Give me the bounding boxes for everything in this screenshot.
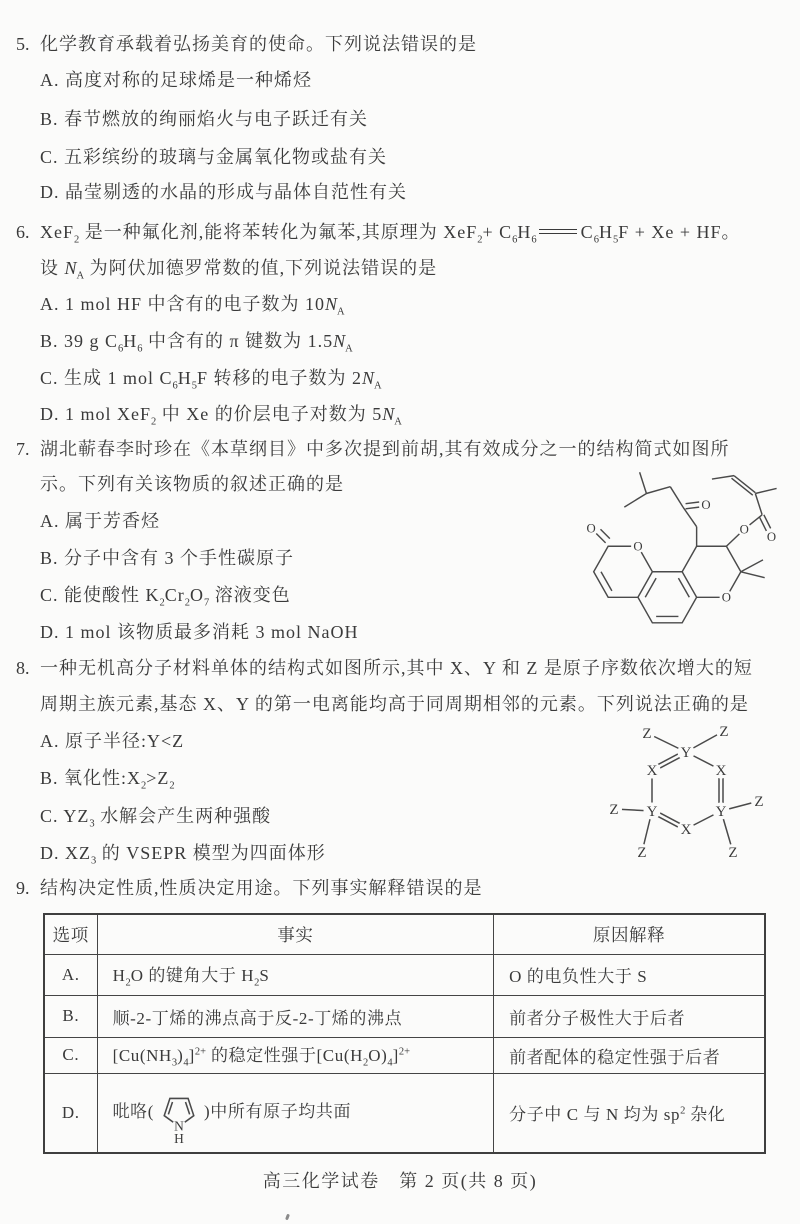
- row-d-reason: 分子中 C 与 N 均为 $sp^2$ 杂化: [494, 1073, 765, 1153]
- q8-option-a: A. 原子半径:Y<Z: [40, 731, 185, 751]
- ester1-carbonyl-oxygen-label: O: [701, 497, 711, 512]
- row-d-fact: [97, 1073, 494, 1153]
- q7-stem1: 湖北蕲春李时珍在《本草纲目》中多次提到前胡,其有效成分之一的结构简式如图所: [40, 439, 730, 459]
- ring-oxygen-label: O: [633, 539, 643, 554]
- q7-molecule-structure: [552, 461, 780, 640]
- q7-option-a: A. 属于芳香烃: [40, 511, 160, 531]
- carbonyl-oxygen-label: O: [586, 521, 596, 536]
- q6-option-d: D. 1 mol XeF$_2$ 中 Xe 的价层电子对数为 $5N_A$: [40, 404, 402, 428]
- atom-z-top-right: Z: [719, 724, 729, 740]
- row-a-reason: O 的电负性大于 S: [494, 954, 765, 995]
- q5-option-d: D. 晶莹剔透的水晶的形成与晶体自范性有关: [40, 182, 407, 202]
- row-a-fact: $H_2O$ 的键角大于 $H_2S$: [97, 954, 494, 995]
- q9-table: [43, 913, 766, 1154]
- atom-z-right: Z: [754, 794, 764, 810]
- q8-option-c: C. $YZ_3$ 水解会产生两种强酸: [40, 806, 272, 830]
- q6-stem-line1: [16, 221, 741, 252]
- header-reason: 原因解释: [494, 914, 765, 954]
- atom-y-lower-left: Y: [646, 804, 658, 820]
- table-row: [44, 995, 765, 1037]
- q6-option-a: A. 1 mol HF 中含有的电子数为 $10N_A$: [40, 294, 345, 318]
- page-footer: 高三化学试卷 第 2 页(共 8 页): [262, 1171, 538, 1191]
- atom-z-top-left: Z: [642, 726, 652, 742]
- q6-number: 6.: [16, 222, 30, 242]
- pyran-oxygen-label: O: [721, 590, 732, 605]
- header-fact: 事实: [97, 914, 494, 954]
- atom-z-left: Z: [609, 802, 619, 818]
- atom-z-bottom-left: Z: [637, 845, 647, 861]
- table-row: [44, 954, 765, 995]
- ester2-oxygen-label: O: [739, 522, 749, 537]
- q5-stem-line: [16, 33, 477, 55]
- q8-ring-structure: [600, 722, 780, 867]
- pyrrole-n-label: N: [174, 1118, 184, 1134]
- row-a-option: A.: [44, 954, 97, 995]
- scan-artifact: [285, 1214, 290, 1221]
- header-option: 选项: [44, 914, 97, 954]
- row-b-option: B.: [44, 995, 97, 1037]
- q7-number: 7.: [16, 439, 30, 459]
- q6-option-c: C. 生成 1 mol $C_6H_5F$ 转移的电子数为 $2N_A$: [40, 368, 382, 392]
- q8-stem1: 一种无机高分子材料单体的结构式如图所示,其中 X、Y 和 Z 是原子序数依次增大的短: [40, 658, 753, 678]
- q7-stem-line2: 示。下列有关该物质的叙述正确的是: [40, 474, 344, 494]
- row-d-fact-pre: 吡咯(: [112, 1101, 155, 1121]
- q7-option-c: C. 能使酸性 $K_2Cr_2O_7$ 溶液变色: [40, 585, 291, 609]
- q6-stem-line2: 设 $N_A$ 为阿伏加德罗常数的值,下列说法错误的是: [40, 258, 438, 282]
- atom-x-left: X: [646, 763, 658, 779]
- q9-stem: 结构决定性质,性质决定用途。下列事实解释错误的是: [40, 878, 483, 898]
- q8-number: 8.: [16, 658, 30, 678]
- q9-stem-line: [16, 877, 483, 899]
- q5-stem: 化学教育承载着弘扬美育的使命。下列说法错误的是: [40, 34, 477, 54]
- q8-option-b: B. 氧化性$:X_2>Z_2$: [40, 768, 175, 792]
- q7-option-d: D. 1 mol 该物质最多消耗 3 mol NaOH: [40, 622, 359, 642]
- row-c-fact: $[Cu(NH_3)_4]^{2+}$ 的稳定性强于$[Cu(H_2O)_4]^{2+}$: [97, 1037, 494, 1073]
- q5-option-c: C. 五彩缤纷的玻璃与金属氧化物或盐有关: [40, 147, 388, 167]
- q8-stem-line2: 周期主族元素,基态 X、Y 的第一电离能均高于同周期相邻的元素。下列说法正确的是: [40, 694, 749, 714]
- q7-option-b: B. 分子中含有 3 个手性碳原子: [40, 548, 295, 568]
- q5-option-a: A. 高度对称的足球烯是一种烯烃: [40, 70, 312, 90]
- q9-number: 9.: [16, 878, 30, 898]
- row-b-fact: 顺-2-丁烯的沸点高于反-2-丁烯的沸点: [97, 995, 494, 1037]
- q7-stem-line1: [16, 438, 730, 460]
- atom-z-bottom-right: Z: [728, 845, 738, 861]
- row-c-option: C.: [44, 1037, 97, 1073]
- row-d-fact-post: )中所有原子均共面: [204, 1101, 352, 1121]
- pyrrole-structure: [156, 1082, 202, 1144]
- table-row: [44, 1073, 765, 1153]
- atom-y-top: Y: [680, 745, 692, 761]
- q8-stem-line1: [16, 657, 753, 679]
- atom-x-right: X: [715, 763, 727, 779]
- atom-x-bottom: X: [680, 822, 692, 838]
- q6-option-b: B. 39 g $C_6H_6$ 中含有的 π 键数为 $1.5N_A$: [40, 331, 353, 355]
- q6-stem1: XeF$_2$ 是一种氟化剂,能将苯转化为氟苯,其原理为 $XeF_2+ C_6H_6$ $C_6H_5F + Xe$ + HF。: [40, 222, 741, 246]
- row-b-reason: 前者分子极性大于后者: [494, 995, 765, 1037]
- table-row: [44, 1037, 765, 1073]
- row-c-reason: 前者配体的稳定性强于后者: [494, 1037, 765, 1073]
- atom-y-lower-right: Y: [715, 804, 727, 820]
- pyrrole-h-label: H: [174, 1130, 184, 1144]
- ester2-carbonyl-oxygen-label: O: [766, 530, 777, 545]
- row-d-option: D.: [44, 1073, 97, 1153]
- q8-option-d: D. $XZ_3$ 的 VSEPR 模型为四面体形: [40, 843, 326, 867]
- q5-number: 5.: [16, 34, 30, 54]
- q5-option-b: B. 春节燃放的绚丽焰火与电子跃迁有关: [40, 109, 369, 129]
- table-header-row: [44, 914, 765, 954]
